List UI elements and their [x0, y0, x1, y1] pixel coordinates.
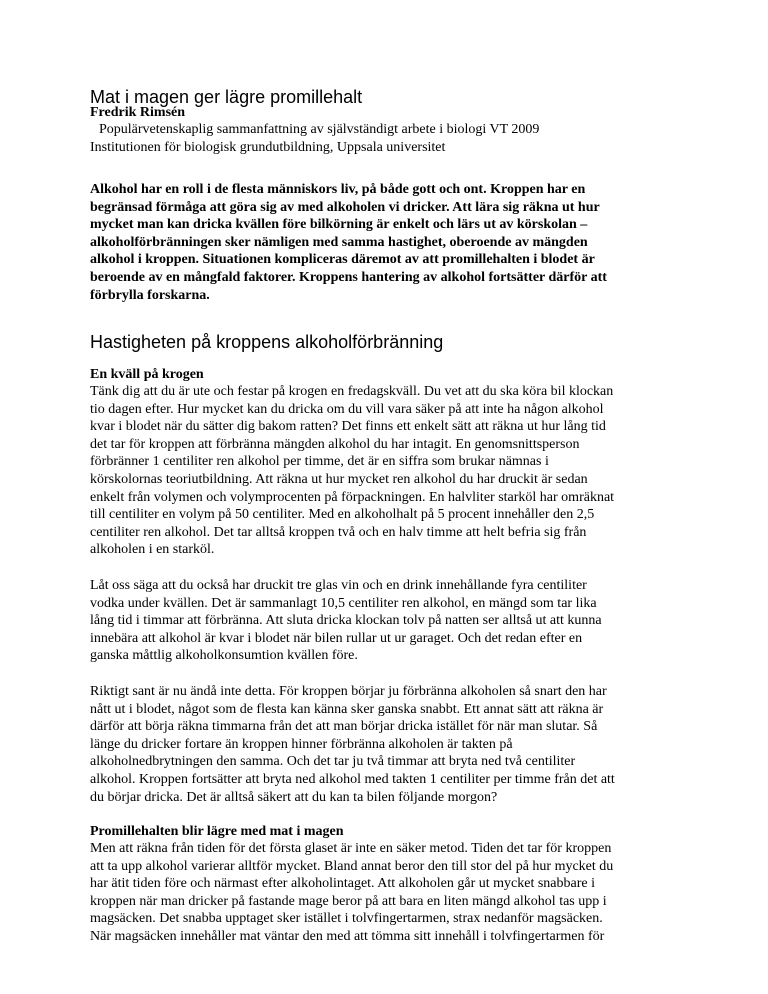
paragraph-line: enkelt från volymen och volymprocenten på förpackningen. En halvliter starköl har omräknat: [90, 489, 615, 505]
paragraph-line: därför att börja räkna timmarna från det att man börjar dricka istället för när man slutar. Så: [90, 719, 598, 735]
paragraph-line: ganska måttlig alkoholkonsumtion kvällen före.: [90, 648, 358, 664]
body-paragraph: [90, 683, 690, 806]
subsection-heading: Promillehalten blir lägre med mat i magen: [90, 824, 344, 839]
paragraph-line: kvar i blodet när du sätter dig bakom ratten? Det finns ett enkelt sätt att räkna ut hur lång tid: [90, 419, 606, 435]
paragraph-line: Men att räkna från tiden för det första glaset är inte en säker metod. Tiden det tar för kroppen: [90, 841, 612, 856]
paragraph-line: till centiliter en volym på 50 centiliter. Med en alkoholhalt på 5 procent innehåller den 2,5: [90, 507, 595, 523]
paragraph-line: Låt oss säga att du också har druckit tre glas vin och en drink innehållande fyra centiliter: [90, 578, 587, 593]
paragraph-line: alkohol. Kroppen fortsätter att bryta ned alkohol med takten 1 centiliter per timme från det att: [90, 771, 615, 787]
paragraph-line: har ätit tiden före och närmast efter alkoholintaget. Att alkoholen går ut mycket snabbare i: [90, 876, 595, 892]
institution-name: Institutionen för biologisk grundutbildning, Uppsala universitet: [90, 140, 446, 155]
paragraph-line: nått ut i blodet, något som de flesta kan känna sker ganska snabbt. Ett annat sätt att räkna är: [90, 701, 604, 717]
paragraph-line: körskolornas teoriutbildning. Att räkna ut hur mycket ren alkohol du har druckit är sedan: [90, 471, 588, 487]
abstract: [90, 181, 690, 304]
abstract-line: alkohol i kroppen. Situationen kompliceras däremot av att promillehalten i blodet är: [90, 252, 595, 268]
paragraph-line: du börjar dricka. Det är alltså säkert att du kan ta bilen följande morgon?: [90, 789, 498, 805]
paragraph-line: att ta upp alkohol varierar alltför mycket. Bland annat beror den till stor del på hur mycket du: [90, 858, 614, 874]
abstract-line: förbrylla forskarna.: [90, 287, 210, 303]
body-paragraph: [90, 383, 690, 559]
paragraph-line: tio dagen efter. Hur mycket kan du dricka om du vill vara säker på att inte ha någon alkohol: [90, 401, 604, 417]
paragraph-line: det tar för kroppen att förbränna mängden alkohol du har intagit. En genomsnittsperson: [90, 436, 580, 452]
abstract-line: beroende av en mångfald faktorer. Kroppens hantering av alkohol fortsätter därför att: [90, 269, 607, 285]
paragraph-line: lång tid i timmar att förbränna. Att sluta dricka klockan tolv på natten ser alltså ut att kunna: [90, 613, 602, 629]
body-paragraph: [90, 840, 690, 946]
paragraph-line: vodka under kvällen. Det är sammanlagt 10,5 centiliter ren alkohol, en mängd som tar lika: [90, 595, 597, 611]
paragraph-line: länge du dricker fortare än kroppen hinner förbränna alkoholen är takten på: [90, 736, 513, 752]
document-title: Mat i magen ger lägre promillehalt: [90, 87, 363, 107]
abstract-line: alkoholförbränningen sker nämligen med samma hastighet, oberoende av mängden: [90, 234, 588, 250]
abstract-line: mycket man kan dricka kvällen före bilkörning är enkelt och lärs ut av körskolan –: [90, 217, 588, 233]
paragraph-line: alkoholen i en starköl.: [90, 542, 215, 558]
paragraph-line: Tänk dig att du är ute och festar på krogen en fredagskväll. Du vet att du ska köra bil klockan: [90, 384, 614, 399]
paragraph-line: förbränner 1 centiliter ren alkohol per timme, det är en siffra som brukar nämnas i: [90, 454, 549, 470]
paragraph-line: Riktigt sant är nu ändå inte detta. För kroppen börjar ju förbränna alkoholen så snart den har: [90, 684, 607, 699]
abstract-line: Alkohol har en roll i de flesta människors liv, på både gott och ont. Kroppen har en: [90, 182, 586, 197]
paragraph-line: När magsäcken innehåller mat väntar den med att tömma sitt innehåll i tolvfingertarmen för: [90, 928, 605, 944]
subsection-heading: En kväll på krogen: [90, 367, 204, 382]
course-description: Populärvetenskaplig sammanfattning av självständigt arbete i biologi VT 2009: [99, 122, 540, 137]
author-name: Fredrik Rimsén: [90, 105, 186, 120]
body-paragraph: [90, 577, 690, 665]
paragraph-line: alkoholnedbrytningen den samma. Och det tar ju två timmar att bryta ned två centiliter: [90, 754, 576, 770]
section-heading: Hastigheten på kroppens alkoholförbränning: [90, 332, 444, 352]
paragraph-line: magsäcken. Det snabba upptaget sker istället i tolvfingertarmen, strax nedanför magsäcken.: [90, 911, 603, 927]
abstract-line: begränsad förmåga att göra sig av med alkoholen vi dricker. Att lära sig räkna ut hur: [90, 199, 600, 215]
paragraph-line: innebära att alkohol är kvar i blodet när bilen rullar ut ur garaget. Och det redan efter en: [90, 630, 583, 646]
paragraph-line: kroppen när man dricker på fastande mage beror på att bara en liten mängd alkohol tas upp i: [90, 893, 607, 909]
paragraph-line: centiliter ren alkohol. Det tar alltså kroppen två och en halv timme att helt befria sig från: [90, 524, 587, 540]
